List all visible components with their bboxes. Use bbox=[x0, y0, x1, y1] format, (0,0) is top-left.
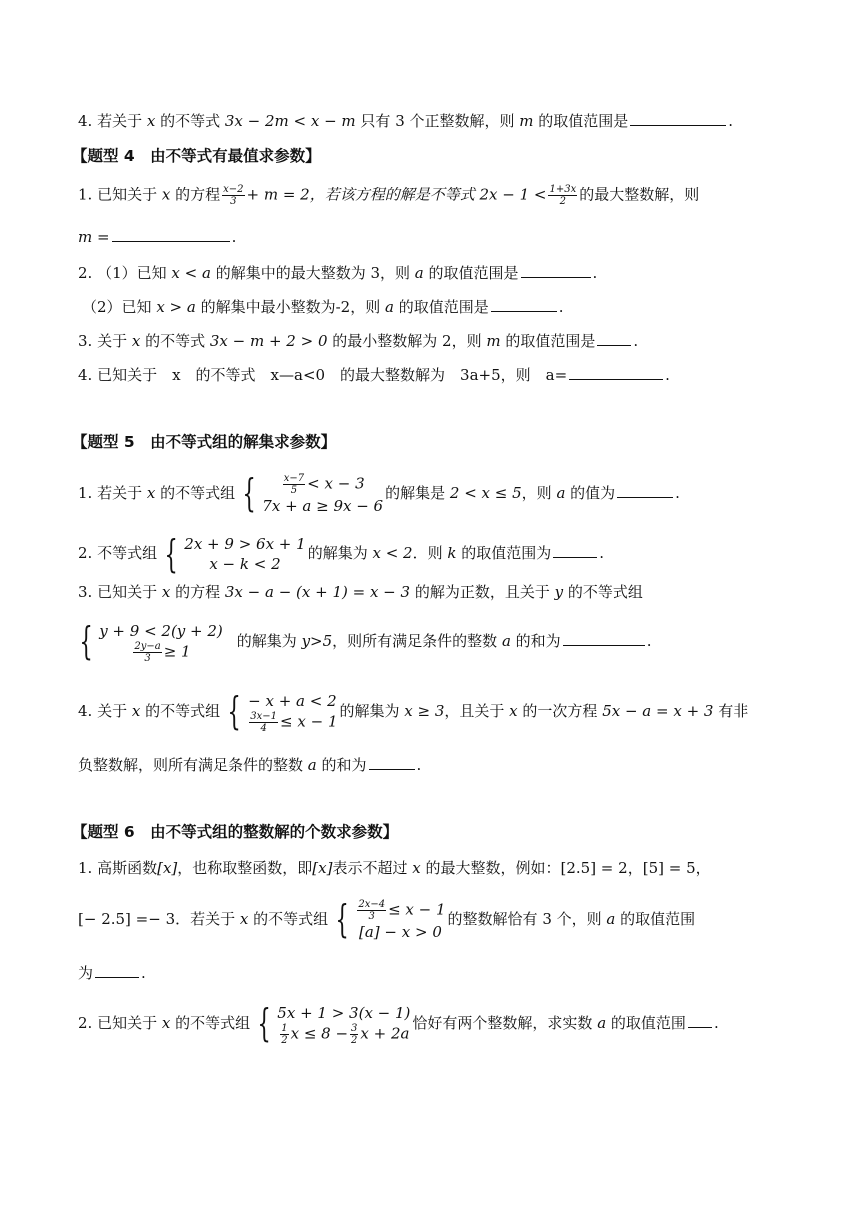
question-t4-1-line2: m = . bbox=[78, 228, 237, 246]
question-t4-1: 1. 已知关于 x 的方程 $\frac{x-2}{3}$ + m = 2，若该方程的解是不等式 2x − 1 < $\frac{1+3x}{2}$ 的最大整数解，则 bbox=[78, 184, 700, 207]
answer-blank[interactable] bbox=[569, 364, 663, 380]
inequality-system: { $\frac{x-7}{5}$ < x − 3 7x + a ≥ 9x − 6 bbox=[242, 470, 384, 515]
question-t4-3: 3. 关于 x 的不等式 3x − m + 2 > 0 的最小整数解为 2，则 m 的取值范围是 . bbox=[78, 332, 639, 350]
inequality-system: { 5x + 1 > 3(x − 1) $\frac{1}{2}$ x ≤ 8 − $\frac{3}{2}$ x + 2a bbox=[257, 1000, 411, 1046]
question-t6-2: 2. 已知关于 x 的不等式组 { 5x + 1 > 3(x − 1) $\frac{1}{2}$ x ≤ 8 − $\frac{3}{2}$ x + 2a 恰好有两个整数解，求实数 a 的取值范围 . bbox=[78, 1000, 719, 1046]
answer-blank[interactable] bbox=[563, 630, 645, 646]
answer-blank[interactable] bbox=[521, 262, 591, 278]
answer-blank[interactable] bbox=[553, 542, 597, 558]
question-t4-2b: （2）已知 x > a 的解集中最小整数为-2，则 a 的取值范围是 . bbox=[82, 298, 564, 316]
answer-blank[interactable] bbox=[369, 754, 415, 770]
inequality-system: { $\frac{2x-4}{3}$ ≤ x − 1 [a] − x > 0 bbox=[335, 896, 446, 941]
inequality-system: { y + 9 < 2(y + 2) $\frac{2y-a}{3}$ ≥ 1 bbox=[79, 618, 223, 664]
section-heading-type6: 【题型 6 由不等式组的整数解的个数求参数】 bbox=[72, 823, 399, 841]
section-heading-type4: 【题型 4 由不等式有最值求参数】 bbox=[72, 147, 321, 165]
question-t5-4-line2: 负整数解，则所有满足条件的整数 a 的和为 . bbox=[78, 756, 422, 774]
question-p3-4: 4. 若关于 x 的不等式 3x − 2m < x − m 只有 3 个正整数解，则 m 的取值范围是 . bbox=[78, 112, 734, 130]
brace-icon: { bbox=[227, 688, 241, 733]
question-t5-3-line2: { y + 9 < 2(y + 2) $\frac{2y-a}{3}$ ≥ 1 的解集为 y>5，则所有满足条件的整数 a 的和为 . bbox=[72, 618, 651, 664]
answer-blank[interactable] bbox=[95, 962, 139, 978]
brace-icon: { bbox=[242, 470, 256, 515]
question-t6-1-line2: [− 2.5] =− 3．若关于 x 的不等式组 { $\frac{2x-4}{3}$ ≤ x − 1 [a] − x > 0 的整数解恰有 3 个，则 a 的取值范围 bbox=[78, 896, 696, 941]
question-t5-1: 1. 若关于 x 的不等式组 { $\frac{x-7}{5}$ < x − 3 7x + a ≥ 9x − 6 的解集是 2 < x ≤ 5，则 a 的值为 . bbox=[78, 470, 680, 515]
brace-icon: { bbox=[335, 896, 349, 941]
question-t4-2a: 2. （1）已知 x < a 的解集中的最大整数为 3，则 a 的取值范围是 . bbox=[78, 264, 598, 282]
question-t6-1: 1. 高斯函数[x]，也称取整函数，即[x]表示不超过 x 的最大整数，例如：[2.5] = 2，[5] = 5， bbox=[78, 859, 711, 877]
answer-blank[interactable] bbox=[491, 296, 557, 312]
inequality-system: { − x + a < 2 $\frac{3x-1}{4}$ ≤ x − 1 bbox=[227, 688, 338, 734]
inequality-system: { 2x + 9 > 6x + 1 x − k < 2 bbox=[164, 532, 306, 576]
answer-blank[interactable] bbox=[688, 1012, 712, 1028]
fraction: $\frac{1+3x}{2}$ bbox=[549, 184, 577, 207]
question-t6-1-line3: 为 . bbox=[78, 964, 146, 982]
answer-blank[interactable] bbox=[112, 226, 230, 242]
brace-icon: { bbox=[164, 532, 178, 576]
question-t5-3: 3. 已知关于 x 的方程 3x − a − (x + 1) = x − 3 的解为正数，且关于 y 的不等式组 bbox=[78, 583, 643, 601]
question-t5-4: 4. 关于 x 的不等式组 { − x + a < 2 $\frac{3x-1}{4}$ ≤ x − 1 的解集为 x ≥ 3，且关于 x 的一次方程 5x − a = x + 3 有非 bbox=[78, 688, 749, 734]
question-t5-2: 2. 不等式组 { 2x + 9 > 6x + 1 x − k < 2 的解集为 x < 2．则 k 的取值范围为 . bbox=[78, 532, 605, 576]
answer-blank[interactable] bbox=[630, 110, 726, 126]
question-t4-4: 4. 已知关于 x 的不等式 x—a<0 的最大整数解为 3a+5，则 a= . bbox=[78, 366, 670, 384]
section-heading-type5: 【题型 5 由不等式组的解集求参数】 bbox=[72, 433, 337, 451]
answer-blank[interactable] bbox=[597, 330, 631, 346]
answer-blank[interactable] bbox=[617, 482, 673, 498]
fraction: $\frac{x-2}{3}$ bbox=[223, 184, 244, 207]
brace-icon: { bbox=[257, 1000, 271, 1045]
brace-icon: { bbox=[79, 618, 93, 663]
